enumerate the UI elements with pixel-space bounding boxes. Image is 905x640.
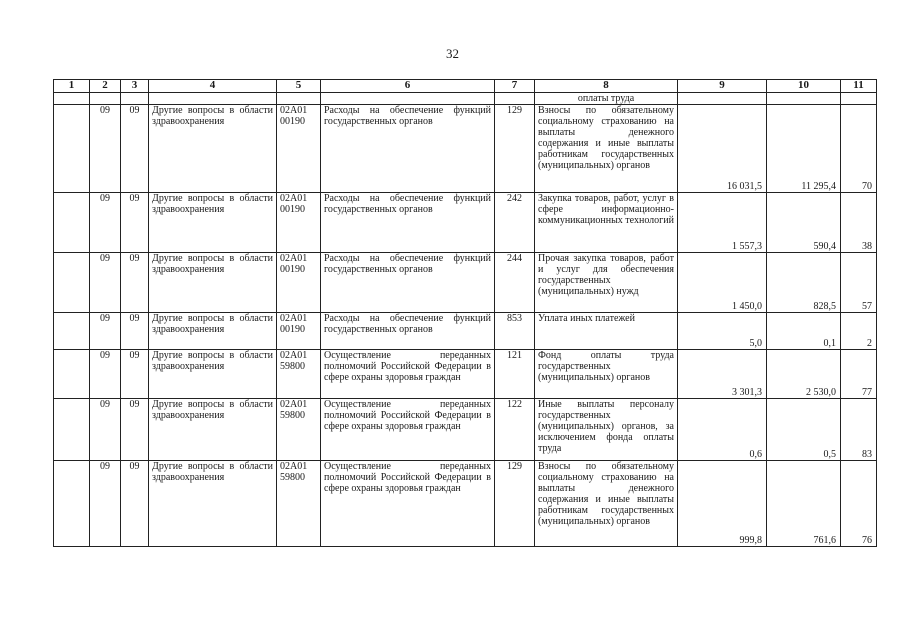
expense-type-name: Иные выплаты персоналу государственных (муниципальных) органов, за исключением фонда оплаты труда [535,399,678,461]
execution-percent: 2 [841,313,877,350]
expense-type-code: 853 [495,313,535,350]
col1-cell [54,313,90,350]
col1-cell [54,399,90,461]
target-article-code: 02А01 00190 [277,313,321,350]
subsection-code: 09 [121,193,149,253]
subsection-code: 09 [121,313,149,350]
header-cell-4: 4 [149,80,277,93]
expense-type-name: Закупка товаров, работ, услуг в сфере информационно-коммуникационных технологий [535,193,678,253]
section-name: Другие вопросы в области здравоохранения [149,461,277,547]
target-article-name: Осуществление переданных полномочий Российской Федерации в сфере охраны здоровья граждан [321,399,495,461]
executed-amount: 0,5 [767,399,841,461]
page-number: 32 [446,46,459,61]
subsection-code: 09 [121,350,149,399]
subsection-code: 09 [121,105,149,193]
header-cell-5: 5 [277,80,321,93]
section-name: Другие вопросы в области здравоохранения [149,105,277,193]
target-article-code: 02А01 00190 [277,193,321,253]
col1-cell [54,461,90,547]
header-cell-6: 6 [321,80,495,93]
executed-amount: 828,5 [767,253,841,313]
header-cell-2: 2 [90,80,121,93]
section-code: 09 [90,105,121,193]
expense-type-code: 122 [495,399,535,461]
expense-type-code: 242 [495,193,535,253]
section-code: 09 [90,350,121,399]
target-article-name: Осуществление переданных полномочий Российской Федерации в сфере охраны здоровья граждан [321,350,495,399]
executed-amount: 2 530,0 [767,350,841,399]
planned-amount: 5,0 [678,313,767,350]
header-cell-9: 9 [678,80,767,93]
target-article-code: 02А01 59800 [277,399,321,461]
col1-cell [54,105,90,193]
col1-cell [54,193,90,253]
expense-type-code: 129 [495,105,535,193]
header-row [54,80,877,93]
expense-type-name: Уплата иных платежей [535,313,678,350]
section-code: 09 [90,193,121,253]
expense-type-name: Взносы по обязательному социальному страхованию на выплаты денежного содержания и иные выплаты работникам государственных (муниципальных) органов [535,105,678,193]
subsection-code: 09 [121,461,149,547]
planned-amount: 999,8 [678,461,767,547]
table-row [54,461,877,547]
section-name: Другие вопросы в области здравоохранения [149,350,277,399]
subsection-code: 09 [121,253,149,313]
subsection-code: 09 [121,399,149,461]
execution-percent: 70 [841,105,877,193]
header-cell-3: 3 [121,80,149,93]
execution-percent: 77 [841,350,877,399]
target-article-code: 02А01 00190 [277,105,321,193]
section-code: 09 [90,399,121,461]
section-name: Другие вопросы в области здравоохранения [149,253,277,313]
target-article-code: 02А01 59800 [277,350,321,399]
header-cell-10: 10 [767,80,841,93]
expense-type-name: Фонд оплаты труда государственных (муниципальных) органов [535,350,678,399]
target-article-name: Расходы на обеспечение функций государственных органов [321,193,495,253]
budget-table [53,79,877,547]
target-article-name: Осуществление переданных полномочий Российской Федерации в сфере охраны здоровья граждан [321,461,495,547]
table-row [54,193,877,253]
target-article-name: Расходы на обеспечение функций государственных органов [321,253,495,313]
section-code: 09 [90,253,121,313]
expense-type-name: Взносы по обязательному социальному страхованию на выплаты денежного содержания и иные выплаты работникам государственных (муниципальных) органов [535,461,678,547]
planned-amount: 16 031,5 [678,105,767,193]
section-name: Другие вопросы в области здравоохранения [149,399,277,461]
table-row [54,105,877,193]
planned-amount: 1 557,3 [678,193,767,253]
col1-cell [54,350,90,399]
header-cell-8: 8 [535,80,678,93]
executed-amount: 0,1 [767,313,841,350]
planned-amount: 0,6 [678,399,767,461]
planned-amount: 1 450,0 [678,253,767,313]
header-cell-11: 11 [841,80,877,93]
section-code: 09 [90,313,121,350]
target-article-code: 02А01 00190 [277,253,321,313]
expense-type-code: 244 [495,253,535,313]
table-row [54,313,877,350]
expense-type-code: 129 [495,461,535,547]
execution-percent: 57 [841,253,877,313]
carry-over-row [54,93,877,105]
table-row [54,350,877,399]
section-code: 09 [90,461,121,547]
target-article-code: 02А01 59800 [277,461,321,547]
header-cell-7: 7 [495,80,535,93]
executed-amount: 761,6 [767,461,841,547]
execution-percent: 83 [841,399,877,461]
col1-cell [54,253,90,313]
header-cell-1: 1 [54,80,90,93]
expense-type-code: 121 [495,350,535,399]
execution-percent: 38 [841,193,877,253]
section-name: Другие вопросы в области здравоохранения [149,313,277,350]
expense-type-name: Прочая закупка товаров, работ и услуг для обеспечения государственных (муниципальных) нужд [535,253,678,313]
execution-percent: 76 [841,461,877,547]
table-row [54,253,877,313]
table-row [54,399,877,461]
executed-amount: 590,4 [767,193,841,253]
target-article-name: Расходы на обеспечение функций государственных органов [321,105,495,193]
executed-amount: 11 295,4 [767,105,841,193]
target-article-name: Расходы на обеспечение функций государственных органов [321,313,495,350]
planned-amount: 3 301,3 [678,350,767,399]
carry-over-text: оплаты труда [535,93,678,105]
section-name: Другие вопросы в области здравоохранения [149,193,277,253]
